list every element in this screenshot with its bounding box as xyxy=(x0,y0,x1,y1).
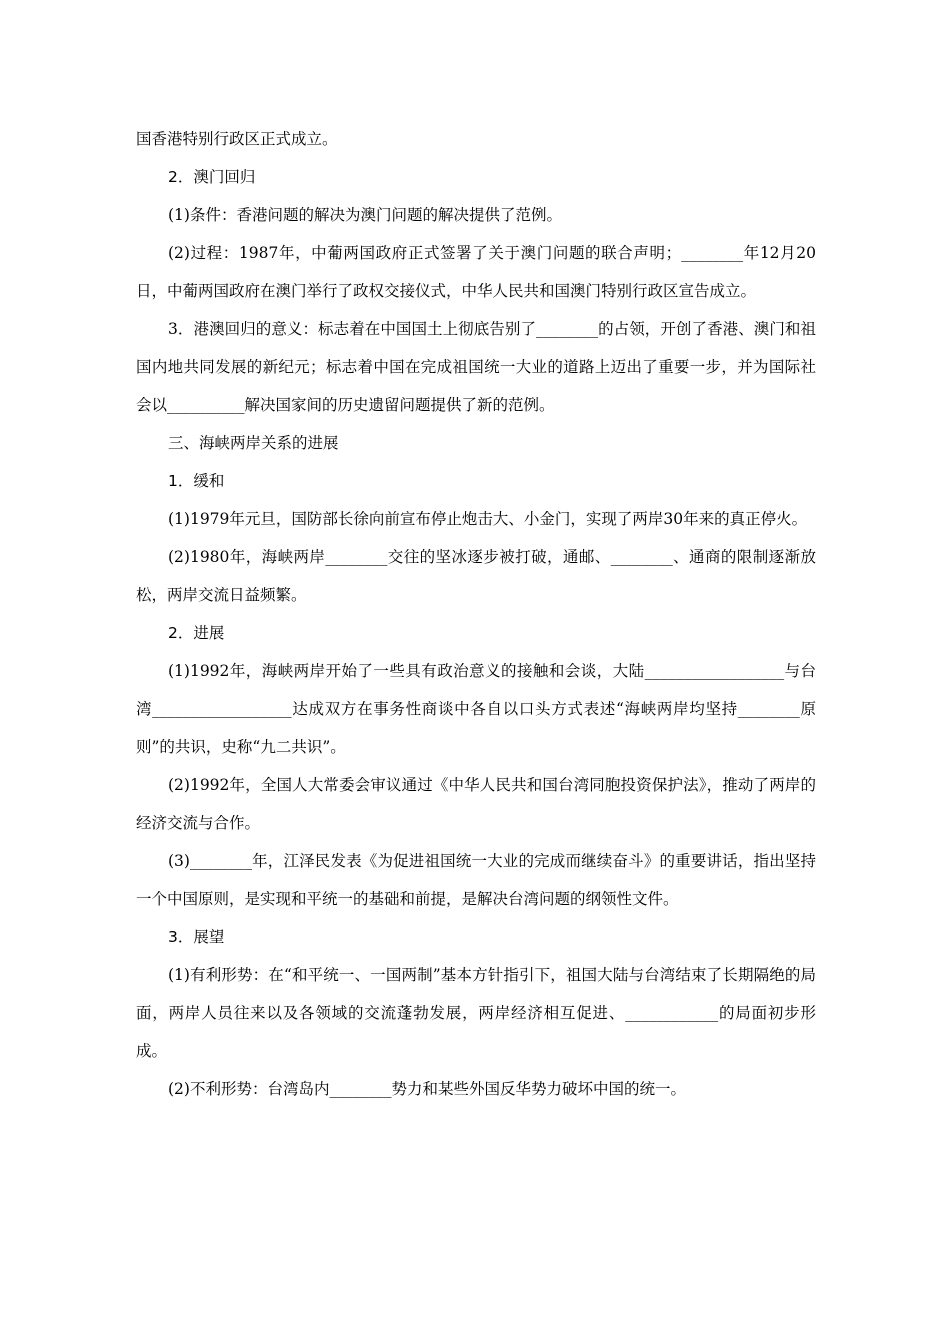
paragraph-unfavorable-situation: (2)不利形势：台湾岛内________势力和某些外国反华势力破坏中国的统一。 xyxy=(168,1080,686,1098)
document-page xyxy=(136,120,816,1108)
heading-outlook: 3．展望 xyxy=(168,928,225,946)
heading-macau-return: 2．澳门回归 xyxy=(168,168,256,186)
heading-progress: 2．进展 xyxy=(168,624,225,642)
paragraph-jiang-speech: (3)________年，江泽民发表《为促进祖国统一大业的完成而继续奋斗》的重要讲话，指出坚持一个中国原则，是实现和平统一的基础和前提，是解决台湾问题的纲领性文件。 xyxy=(136,852,816,908)
heading-cross-strait-progress: 三、海峡两岸关系的进展 xyxy=(168,434,339,452)
paragraph-exchanges-1980: (2)1980年，海峡两岸________交往的坚冰逐步被打破，通邮、________、通商的限制逐渐放松，两岸交流日益频繁。 xyxy=(136,548,816,604)
paragraph-investment-law: (2)1992年，全国人大常委会审议通过《中华人民共和国台湾同胞投资保护法》，推动了两岸的经济交流与合作。 xyxy=(136,776,816,832)
paragraph-favorable-situation: (1)有利形势：在“和平统一、一国两制”基本方针指引下，祖国大陆与台湾结束了长期隔绝的局面，两岸人员往来以及各领域的交流蓬勃发展，两岸经济相互促进、____________的局面初步形成。 xyxy=(136,966,816,1060)
paragraph-1992-consensus: (1)1992年，海峡两岸开始了一些具有政治意义的接触和会谈，大陆__________________与台湾__________________达成双方在事务性商谈中各自以口头方式表述“海峡两岸均坚持________原则”的共识，史称“九二共识”。 xyxy=(136,662,816,756)
heading-easing: 1．缓和 xyxy=(168,472,225,490)
paragraph-macau-condition: (1)条件：香港问题的解决为澳门问题的解决提供了范例。 xyxy=(168,206,562,224)
paragraph-return-significance: 3．港澳回归的意义：标志着在中国国土上彻底告别了________的占领，开创了香港、澳门和祖国内地共同发展的新纪元；标志着中国在完成祖国统一大业的道路上迈出了重要一步，并为国际社会以__________解决国家间的历史遗留问题提供了新的范例。 xyxy=(136,320,816,414)
paragraph-macau-process: (2)过程：1987年，中葡两国政府正式签署了关于澳门问题的联合声明；________年12月20日，中葡两国政府在澳门举行了政权交接仪式，中华人民共和国澳门特别行政区宣告成立。 xyxy=(136,244,816,300)
paragraph-hk-sar-established: 国香港特别行政区正式成立。 xyxy=(136,130,338,148)
paragraph-ceasefire-1979: (1)1979年元旦，国防部长徐向前宣布停止炮击大、小金门，实现了两岸30年来的真正停火。 xyxy=(168,510,808,528)
